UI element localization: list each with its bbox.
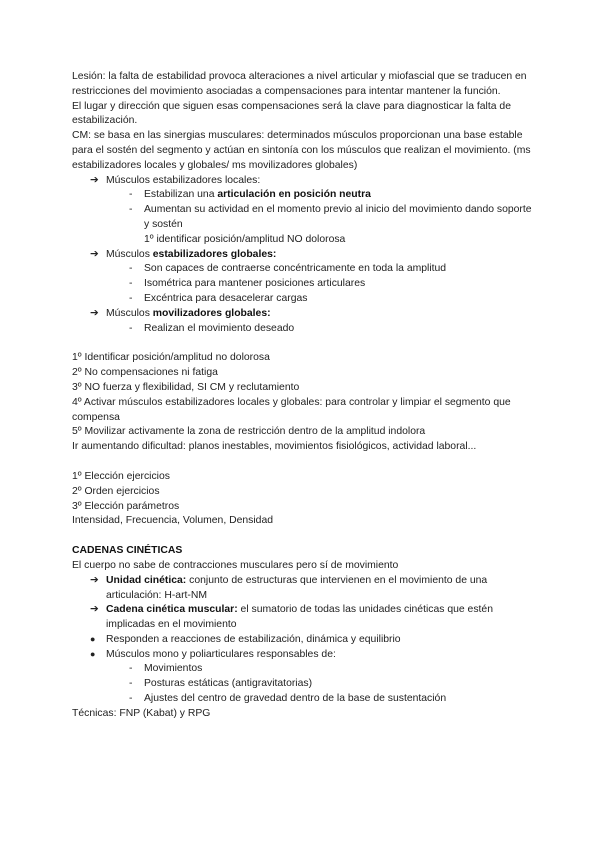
arrow-marker: ➔	[90, 604, 99, 616]
bullet-marker: ●	[90, 633, 96, 644]
section-title: Músculos estabilizadores locales:	[106, 174, 261, 186]
list-item	[72, 262, 532, 277]
definition-cadena-cinetica	[72, 603, 532, 633]
list-item	[72, 677, 532, 692]
list-item	[72, 322, 532, 337]
section-title-bold: estabilizadores globales:	[152, 248, 277, 260]
dash-marker: -	[129, 189, 133, 201]
dash-marker: -	[129, 292, 133, 304]
definition-text: conjunto de estructuras que intervienen en el movimiento de una articulación: H-art-NM	[106, 574, 488, 601]
item-bold-text: articulación en posición neutra	[217, 189, 371, 201]
dash-marker: -	[129, 263, 133, 275]
item-text: Responden a reacciones de estabilización, dinámica y equilibrio	[106, 633, 401, 645]
arrow-marker: ➔	[90, 307, 99, 319]
section-title: Músculos	[106, 307, 153, 319]
list-item	[72, 292, 532, 307]
paragraph-lesion: Lesión: la falta de estabilidad provoca alteraciones a nivel articular y miofascial que se traducen en restricciones del movimiento asociadas a compensaciones para intentar mantener la función.	[72, 71, 527, 97]
item-text: Posturas estáticas (antigravitatorias)	[144, 678, 313, 690]
list-item	[72, 662, 532, 677]
step-line: 5º Movilizar activamente la zona de restricción dentro de la amplitud indolora	[72, 426, 426, 438]
item-text: Ajustes del centro de gravedad dentro de la base de sustentación	[144, 693, 447, 705]
item-text: Aumentan su actividad en el momento previo al inicio del movimiento dando soporte y sostén	[144, 204, 532, 230]
section-movilizadores-globales	[72, 307, 532, 322]
parameter-line: 1º Elección ejercicios	[72, 470, 170, 482]
parameter-line: 3º Elección parámetros	[72, 500, 180, 512]
item-text: Son capaces de contraerse concéntricamente en toda la amplitud	[144, 263, 447, 275]
arrow-marker: ➔	[90, 574, 99, 586]
term-bold: Cadena cinética muscular:	[106, 604, 238, 616]
section-title: Músculos	[106, 248, 153, 260]
list-item-continuation	[72, 233, 532, 248]
arrow-marker: ➔	[90, 248, 99, 260]
document-body	[72, 70, 532, 722]
dash-marker: -	[129, 693, 133, 705]
dash-marker: -	[129, 322, 133, 334]
dash-marker: -	[129, 663, 133, 675]
item-text: 1º identificar posición/amplitud NO dolorosa	[144, 233, 346, 245]
list-item	[72, 188, 532, 203]
bullet-item	[72, 633, 532, 648]
list-item	[72, 203, 532, 233]
arrow-marker: ➔	[90, 174, 99, 186]
heading-cadenas-cineticas: CADENAS CINÉTICAS	[72, 545, 183, 557]
list-item	[72, 692, 532, 707]
bullet-item	[72, 648, 532, 663]
paragraph-cm: CM: se basa en las sinergias musculares: determinados músculos proporcionan una base estable para el sostén del segmento y actúan en sintonía con los músculos que realizan el movimiento. (ms estabilizadores locales y globales/ ms movilizadores globales)	[72, 130, 531, 171]
step-line: 3º NO fuerza y flexibilidad, SI CM y reclutamiento	[72, 381, 300, 393]
list-item	[72, 277, 532, 292]
dash-marker: -	[129, 278, 133, 290]
dash-marker: -	[129, 678, 133, 690]
step-line: 2º No compensaciones ni fatiga	[72, 367, 218, 379]
section-estabilizadores-globales	[72, 248, 532, 263]
step-line: Ir aumentando dificultad: planos inestables, movimientos fisiológicos, actividad laboral...	[72, 441, 477, 453]
dash-marker: -	[129, 204, 133, 216]
section-title-bold: movilizadores globales:	[152, 307, 271, 319]
definition-text: el sumatorio de todas las unidades cinéticas que estén implicadas en el movimiento	[106, 604, 493, 631]
item-text: Isométrica para mantener posiciones articulares	[144, 278, 366, 290]
definition-unidad-cinetica	[72, 574, 532, 604]
parameter-line: 2º Orden ejercicios	[72, 485, 160, 497]
item-text: Movimientos	[144, 663, 203, 675]
paragraph-tecnicas: Técnicas: FNP (Kabat) y RPG	[72, 707, 211, 719]
item-text: Músculos mono y poliarticulares responsables de:	[106, 648, 336, 660]
step-line: 1º Identificar posición/amplitud no dolorosa	[72, 352, 270, 364]
term-bold: Unidad cinética:	[106, 574, 187, 586]
paragraph-compensaciones: El lugar y dirección que siguen esas compensaciones será la clave para diagnosticar la falta de estabilización.	[72, 100, 511, 127]
parameter-line: Intensidad, Frecuencia, Volumen, Densidad	[72, 515, 274, 527]
bullet-marker: ●	[90, 648, 96, 659]
item-text: Excéntrica para desacelerar cargas	[144, 292, 308, 304]
section-estabilizadores-locales	[72, 174, 532, 189]
step-line: 4º Activar músculos estabilizadores locales y globales: para controlar y limpiar el segmento que compensa	[72, 396, 511, 423]
paragraph-intro: El cuerpo no sabe de contracciones musculares pero sí de movimiento	[72, 559, 399, 571]
item-text: Realizan el movimiento deseado	[144, 322, 295, 334]
item-text: Estabilizan una	[144, 189, 218, 201]
